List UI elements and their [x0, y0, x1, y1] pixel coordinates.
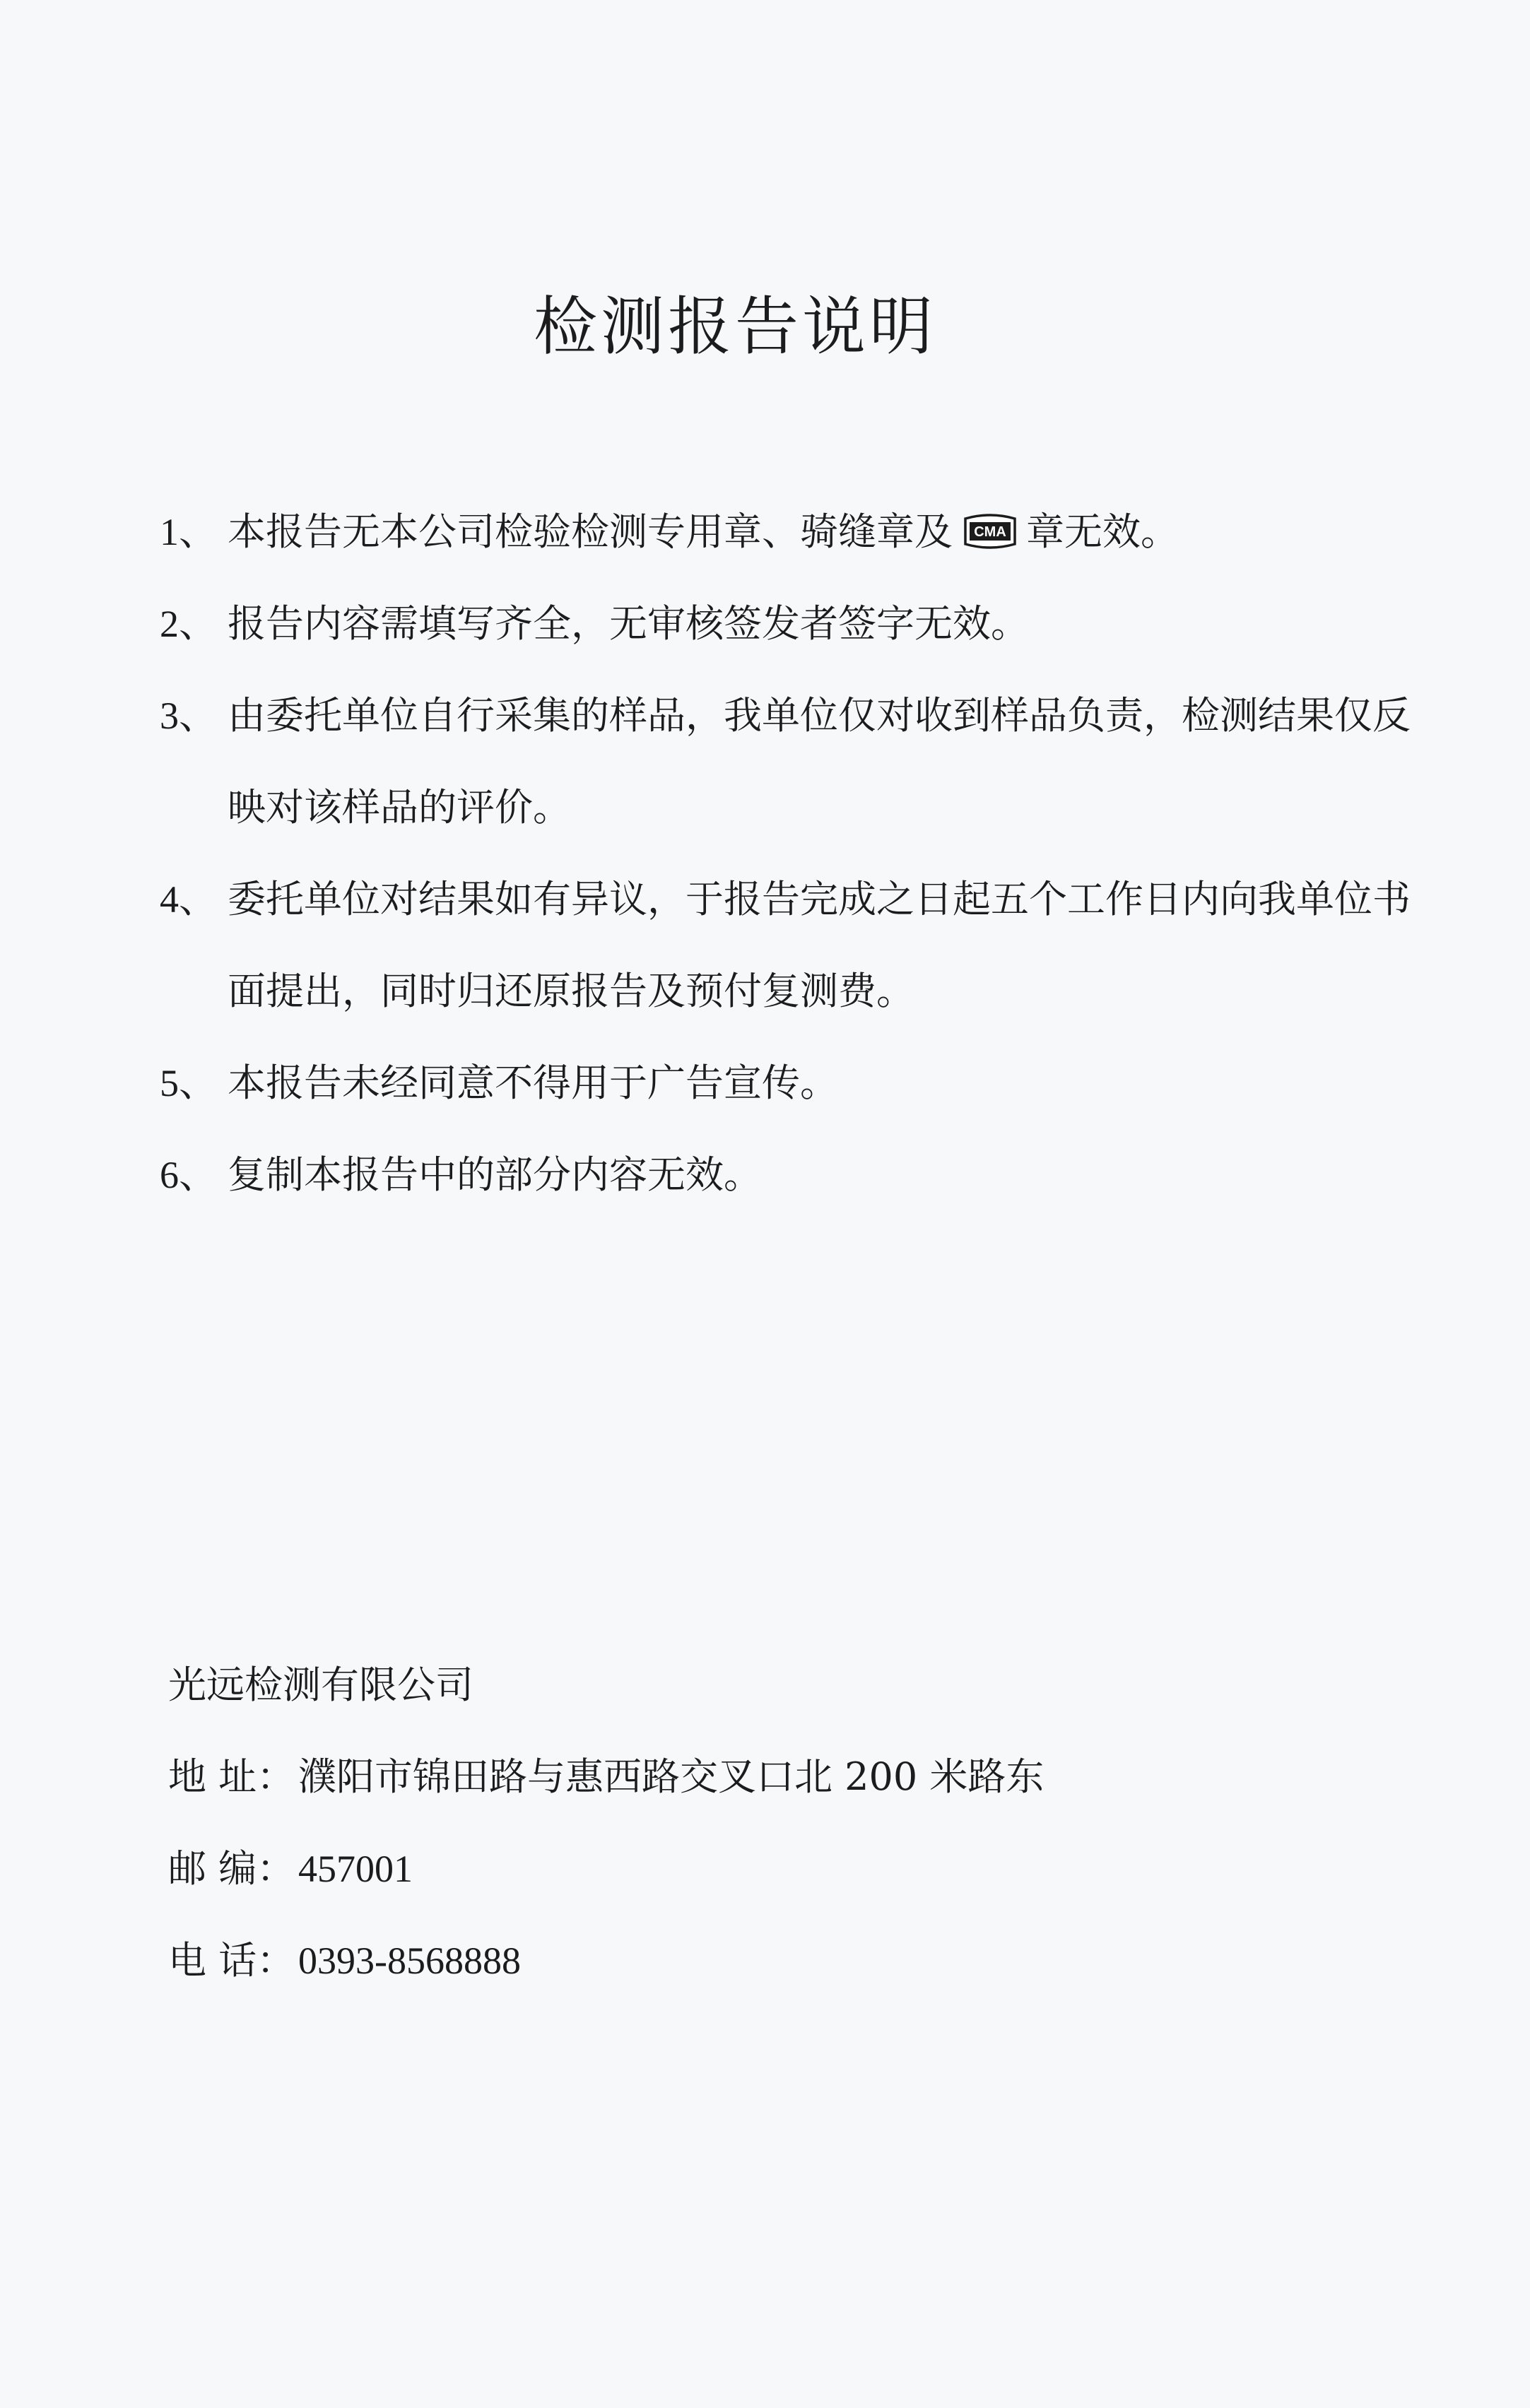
note-item [160, 1129, 1418, 1221]
note-number: 4、 [160, 878, 217, 921]
document-title: 检测报告说明 [534, 290, 936, 364]
note-number: 6、 [160, 1154, 217, 1196]
phone-line [168, 1915, 1370, 2007]
note-text: 由委托单位自行采集的样品，我单位仅对收到样品负责，检测结果仅反映对该样品的评价。 [228, 693, 1411, 830]
note-text: 本报告未经同意不得用于广告宣传。 [228, 1061, 838, 1105]
note-text: 本报告无本公司检验检测专用章、骑缝章及 [228, 509, 953, 554]
note-number: 5、 [160, 1062, 217, 1104]
company-name: 光远检测有限公司 [168, 1663, 473, 1707]
note-text: 报告内容需填写齐全，无审核签发者签字无效。 [228, 601, 1029, 646]
contact-block [168, 1639, 1370, 2007]
note-item [160, 486, 1418, 578]
svg-text:CMA: CMA [974, 524, 1006, 540]
note-number: 1、 [160, 511, 217, 553]
cma-mark-icon [961, 513, 1019, 550]
note-item [160, 854, 1418, 1037]
note-item [160, 578, 1418, 670]
phone-label: 电 话： [168, 1938, 295, 1983]
address-label: 地 址： [168, 1754, 295, 1799]
note-text: 复制本报告中的部分内容无效。 [228, 1152, 762, 1197]
postcode-line [168, 1823, 1370, 1915]
address-value: 濮阳市锦田路与惠西路交叉口北 200 米路东 [298, 1754, 1044, 1799]
note-number: 2、 [160, 603, 217, 645]
postcode-label: 邮 编： [168, 1846, 295, 1891]
postcode-value: 457001 [298, 1848, 413, 1890]
note-item [160, 1037, 1418, 1129]
note-item [160, 670, 1418, 854]
note-text-after: 章无效。 [1026, 509, 1179, 554]
notes-list [160, 486, 1418, 1221]
note-number: 3、 [160, 695, 217, 737]
note-text: 委托单位对结果如有异议，于报告完成之日起五个工作日内向我单位书面提出，同时归还原报告及预付复测费。 [228, 877, 1411, 1013]
address-line [168, 1731, 1370, 1823]
phone-value: 0393-8568888 [298, 1940, 521, 1982]
